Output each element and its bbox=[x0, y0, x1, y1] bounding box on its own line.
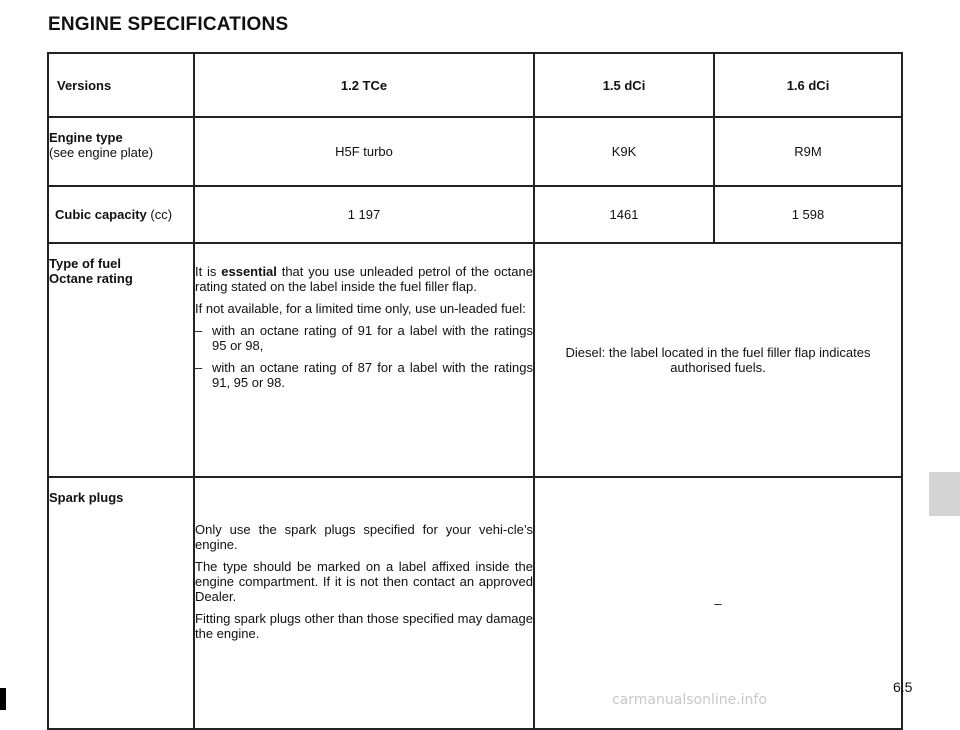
fuel-type-label: Type of fuel bbox=[49, 256, 121, 271]
page-number: 6.5 bbox=[893, 679, 913, 695]
engine-type-label-sub: (see engine plate) bbox=[49, 145, 154, 160]
cubic-capacity-1-6-dci: 1 598 bbox=[714, 186, 902, 243]
petrol-intro-start: It is bbox=[195, 264, 217, 279]
cubic-capacity-label bbox=[48, 186, 194, 243]
petrol-fallback-paragraph: If not available, for a limited time only, use un-leaded fuel: bbox=[195, 301, 526, 316]
table-row-engine-type bbox=[48, 117, 902, 186]
spark-paragraph-3: Fitting spark plugs other than those specified may damage the engine. bbox=[195, 611, 533, 641]
bullet-dash: – bbox=[195, 323, 203, 338]
petrol-intro-emphasis: essential bbox=[221, 264, 277, 279]
cubic-capacity-label-bold: Cubic capacity bbox=[55, 207, 147, 222]
watermark: carmanualsonline.info bbox=[612, 692, 767, 708]
engine-type-label-bold: Engine type bbox=[49, 130, 123, 145]
header-1-2-tce: 1.2 TCe bbox=[194, 53, 534, 117]
diesel-fuel-info bbox=[534, 243, 902, 477]
table-row-cubic-capacity bbox=[48, 186, 902, 243]
chapter-tab-marker bbox=[929, 472, 960, 516]
header-versions: Versions bbox=[48, 53, 194, 117]
petrol-intro-paragraph bbox=[195, 264, 533, 294]
fuel-label bbox=[48, 243, 194, 477]
octane-rating-label: Octane rating bbox=[49, 271, 133, 286]
spark-plugs-label: Spark plugs bbox=[48, 477, 194, 729]
engine-specifications-table bbox=[47, 52, 903, 730]
page-title: ENGINE SPECIFICATIONS bbox=[48, 14, 289, 35]
petrol-bullet-2 bbox=[195, 360, 533, 390]
petrol-fuel-info bbox=[194, 243, 534, 477]
petrol-bullet-2-text: with an octane rating of 87 for a label with the ratings 91, 95 or 98. bbox=[212, 360, 533, 390]
cubic-capacity-unit: (cc) bbox=[150, 207, 173, 222]
spark-paragraph-1: Only use the spark plugs specified for your vehi-cle’s engine. bbox=[195, 522, 533, 552]
spark-paragraph-2: The type should be marked on a label affixed inside the engine compartment. If it is not then contact an approved Dealer. bbox=[195, 559, 533, 604]
petrol-intro-end: that you use unleaded petrol of the octane rating stated on the label inside the fuel filler flap. bbox=[195, 264, 533, 294]
corner-crop-mark bbox=[0, 688, 6, 710]
header-1-6-dci: 1.6 dCi bbox=[714, 53, 902, 117]
bullet-dash: – bbox=[195, 360, 203, 375]
petrol-bullet-1-text: with an octane rating of 91 for a label with the ratings 95 or 98, bbox=[212, 323, 533, 353]
cubic-capacity-1-2-tce: 1 197 bbox=[194, 186, 534, 243]
table-header-row bbox=[48, 53, 902, 117]
spark-plugs-info bbox=[194, 477, 534, 729]
diesel-fuel-text: Diesel: the label located in the fuel filler flap indicates authorised fuels. bbox=[565, 345, 871, 375]
header-1-5-dci: 1.5 dCi bbox=[534, 53, 714, 117]
engine-type-1-5-dci: K9K bbox=[534, 117, 714, 186]
petrol-bullet-1 bbox=[195, 323, 533, 353]
spark-plugs-diesel-value: – bbox=[534, 477, 902, 729]
table-row-fuel bbox=[48, 243, 902, 477]
table-row-spark-plugs bbox=[48, 477, 902, 729]
engine-type-label bbox=[48, 117, 194, 186]
engine-type-1-2-tce: H5F turbo bbox=[194, 117, 534, 186]
engine-type-1-6-dci: R9M bbox=[714, 117, 902, 186]
cubic-capacity-1-5-dci: 1461 bbox=[534, 186, 714, 243]
